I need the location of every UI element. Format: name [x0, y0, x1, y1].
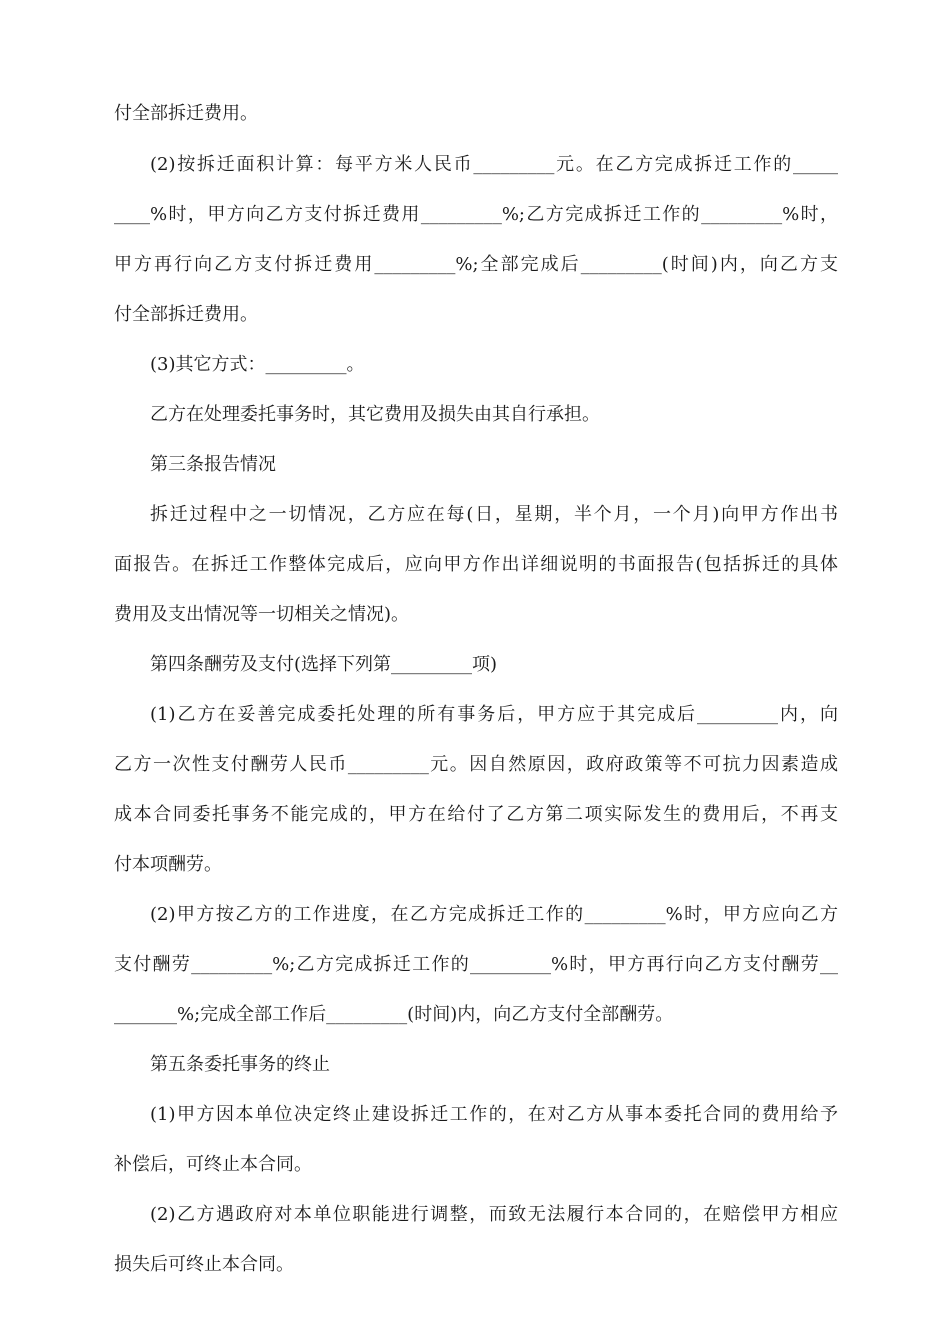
paragraph-line: 面报告。在拆迁工作整体完成后，应向甲方作出详细说明的书面报告(包括拆迁的具体: [114, 554, 838, 575]
paragraph-line: 甲方再行向乙方支付拆迁费用_________%;全部完成后_________(时间)内，向乙方支: [114, 254, 838, 275]
paragraph-line: 乙方一次性支付酬劳人民币_________元。因自然原因，政府政策等不可抗力因素造成: [114, 754, 838, 775]
paragraph-line: (3)其它方式：_________。: [150, 354, 365, 375]
paragraph-line: (1)甲方因本单位决定终止建设拆迁工作的，在对乙方从事本委托合同的费用给予: [150, 1104, 838, 1125]
section-heading: 第四条酬劳及支付(选择下列第_________项): [150, 654, 498, 675]
paragraph-line: (2)按拆迁面积计算：每平方米人民币_________元。在乙方完成拆迁工作的_____: [150, 154, 838, 175]
paragraph-line: 拆迁过程中之一切情况，乙方应在每(日，星期，半个月，一个月)向甲方作出书: [150, 504, 838, 525]
paragraph-line: 付全部拆迁费用。: [114, 103, 258, 124]
paragraph-line: 损失后可终止本合同。: [114, 1254, 294, 1275]
paragraph-line: (2)甲方按乙方的工作进度，在乙方完成拆迁工作的_________%时，甲方应向乙方: [150, 904, 838, 925]
paragraph-line: 成本合同委托事务不能完成的，甲方在给付了乙方第二项实际发生的费用后，不再支: [114, 804, 838, 825]
section-heading: 第三条报告情况: [150, 454, 276, 475]
paragraph-line: 付本项酬劳。: [114, 854, 222, 875]
paragraph-line: _______%;完成全部工作后_________(时间)内，向乙方支付全部酬劳。: [114, 1004, 674, 1025]
paragraph-line: 付全部拆迁费用。: [114, 304, 258, 325]
paragraph-line: ____%时，甲方向乙方支付拆迁费用_________%;乙方完成拆迁工作的_________%时，: [114, 204, 838, 225]
paragraph-line: (1)乙方在妥善完成委托处理的所有事务后，甲方应于其完成后_________内，向: [150, 704, 838, 725]
paragraph-line: (2)乙方遇政府对本单位职能进行调整，而致无法履行本合同的，在赔偿甲方相应: [150, 1204, 838, 1225]
paragraph-line: 费用及支出情况等一切相关之情况)。: [114, 604, 410, 625]
paragraph-line: 补偿后，可终止本合同。: [114, 1154, 312, 1175]
section-heading: 第五条委托事务的终止: [150, 1054, 330, 1075]
paragraph-line: 乙方在处理委托事务时，其它费用及损失由其自行承担。: [150, 404, 600, 425]
paragraph-line: 支付酬劳_________%;乙方完成拆迁工作的_________%时，甲方再行向乙方支付酬劳__: [114, 954, 838, 975]
